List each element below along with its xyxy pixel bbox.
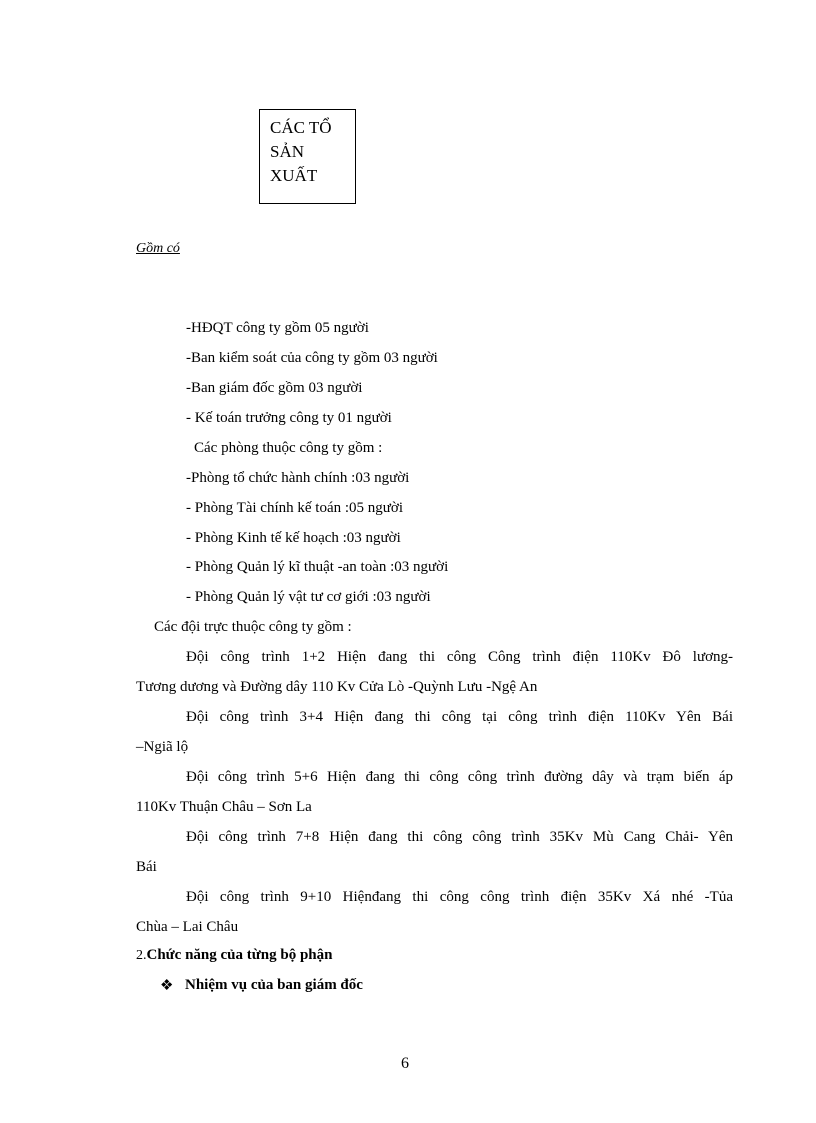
section-title: Chức năng của từng bộ phận	[146, 947, 333, 963]
teams-intro: Các đội trực thuộc công ty gồm :	[154, 619, 352, 635]
box-line-3: XUẤT	[270, 166, 318, 185]
team-line: Chùa – Lai Châu	[136, 919, 239, 935]
team-line: Bái	[136, 859, 157, 875]
team-line: –Ngiã lộ	[136, 739, 189, 755]
intro-label: Gồm có	[136, 241, 180, 256]
subsection-title: Nhiệm vụ của ban giám đốc	[185, 977, 363, 993]
diamond-bullet-icon: ❖	[160, 978, 174, 994]
production-teams-box	[259, 109, 356, 204]
team-line: Tương dương và Đường dây 110 Kv Cửa Lò -Quỳnh Lưu -Ngệ An	[136, 679, 538, 695]
list-item: -Phòng tổ chức hành chính :03 người	[186, 470, 410, 486]
team-line: Đội công trình 7+8 Hiện đang thi công công trình 35Kv Mù Cang Chải- Yên	[186, 829, 733, 845]
list-item: - Phòng Kinh tế kế hoạch :03 người	[186, 530, 401, 546]
list-item: -Ban giám đốc gồm 03 người	[186, 380, 363, 396]
section-heading	[136, 947, 332, 964]
list-item: - Kế toán trưởng công ty 01 người	[186, 410, 392, 426]
team-line: 110Kv Thuận Châu – Sơn La	[136, 799, 312, 815]
list-item: - Phòng Tài chính kế toán :05 người	[186, 500, 404, 516]
team-line: Đội công trình 9+10 Hiệnđang thi công công trình điện 35Kv Xá nhé -Tủa	[186, 889, 733, 905]
list-item: -HĐQT công ty gồm 05 người	[186, 320, 369, 336]
section-number: 2.	[136, 948, 147, 963]
list-item: -Ban kiểm soát của công ty gồm 03 người	[186, 350, 438, 366]
page-number: 6	[401, 1055, 409, 1072]
team-line: Đội công trình 5+6 Hiện đang thi công công trình đường dây và trạm biến áp	[186, 769, 733, 785]
list-item: - Phòng Quản lý kĩ thuật -an toàn :03 người	[186, 559, 449, 575]
box-line-1: CÁC TỔ	[270, 118, 332, 137]
team-line: Đội công trình 1+2 Hiện đang thi công Công trình điện 110Kv Đô lương-	[186, 649, 733, 665]
list-item: - Phòng Quản lý vật tư cơ giới :03 người	[186, 589, 431, 605]
team-line: Đội công trình 3+4 Hiện đang thi công tại công trình điện 110Kv Yên Bái	[186, 709, 733, 725]
list-item: Các phòng thuộc công ty gồm :	[194, 440, 383, 456]
box-line-2: SẢN	[270, 142, 305, 161]
